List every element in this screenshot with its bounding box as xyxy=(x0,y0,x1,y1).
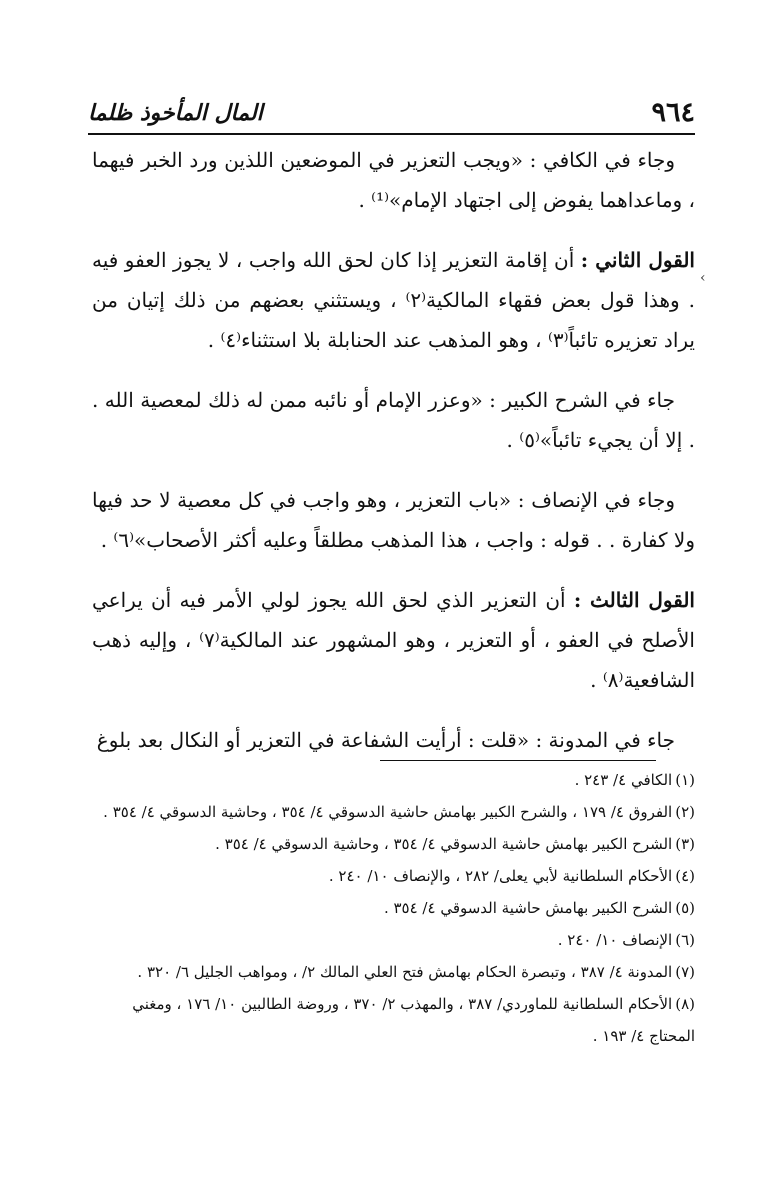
footnote-number: (٨) xyxy=(675,995,695,1013)
paragraph-text: وجاء في الإنصاف : «باب التعزير ، وهو واجب في كل معصية لا حد فيها ولا كفارة . . قوله : واجب ، هذا المذهب مطلقاً وعليه أكثر الأصحاب»⁽٦⁾ . xyxy=(92,488,695,552)
running-title: المال المأخوذ ظلما xyxy=(88,100,263,126)
footnote-text: الكافي ٤/ ٢٤٣ . xyxy=(574,771,673,789)
footnote-text: الأحكام السلطانية للماوردي/ ٣٨٧ ، والمهذب ٢/ ٣٧٠ ، وروضة الطالبين ١٠/ ١٧٦ ، ومغني المحتاج ٤/ ١٩٣ . xyxy=(132,995,695,1045)
paragraph xyxy=(92,580,695,700)
footnote-text: الأحكام السلطانية لأبي يعلى/ ٢٨٢ ، والإنصاف ١٠/ ٢٤٠ . xyxy=(328,867,673,885)
footnote xyxy=(90,764,695,796)
footnote-text: الفروق ٤/ ١٧٩ ، والشرح الكبير بهامش حاشية الدسوقي ٤/ ٣٥٤ ، وحاشية الدسوقي ٤/ ٣٥٤ . xyxy=(103,803,673,821)
paragraph xyxy=(92,720,695,760)
paragraph-text: جاء في المدونة : «قلت : أرأيت الشفاعة في التعزير أو النكال بعد بلوغ xyxy=(96,728,675,752)
main-text xyxy=(92,140,695,780)
footnote-text: الشرح الكبير بهامش حاشية الدسوقي ٤/ ٣٥٤ . xyxy=(383,899,673,917)
footnote-number: (١) xyxy=(675,771,695,789)
footnote xyxy=(90,828,695,860)
paragraph-text: أن التعزير الذي لحق الله يجوز لولي الأمر فيه أن يراعي الأصلح في العفو ، أو التعزير ، وهو المشهور عند المالكية⁽٧⁾ ، وإليه ذهب الشافعية⁽٨⁾ . xyxy=(92,588,695,692)
footnote-number: (٦) xyxy=(675,931,695,949)
footnote-number: (٧) xyxy=(675,963,695,981)
paragraph-text: وجاء في الكافي : «ويجب التعزير في الموضعين اللذين ورد الخبر فيهما ، وماعداهما يفوض إلى اجتهاد الإمام»⁽¹⁾ . xyxy=(92,148,695,212)
footnote-rule xyxy=(380,760,656,761)
page-header xyxy=(88,96,695,132)
footnote-number: (٤) xyxy=(675,867,695,885)
paragraph xyxy=(92,140,695,220)
footnote-number: (٢) xyxy=(675,803,695,821)
footnote-text: الإنصاف ١٠/ ٢٤٠ . xyxy=(557,931,673,949)
paragraph-lead: القول الثالث : xyxy=(573,588,695,612)
footnote xyxy=(90,796,695,828)
footnote xyxy=(90,988,695,1052)
paragraph-text: أن إقامة التعزير إذا كان لحق الله واجب ، لا يجوز العفو فيه . وهذا قول بعض فقهاء المالكية⁽٢⁾ ، ويستثني بعضهم من ذلك إتيان من يراد تعزيره تائباً⁽٣⁾ ، وهو المذهب عند الحنابلة بلا استثناء⁽٤⁾ . xyxy=(92,248,695,352)
paragraph xyxy=(92,480,695,560)
footnote-text: المدونة ٤/ ٣٨٧ ، وتبصرة الحكام بهامش فتح العلي المالك ٢/ ، ومواهب الجليل ٦/ ٣٢٠ . xyxy=(137,963,673,981)
footnote-number: (٣) xyxy=(675,835,695,853)
footnote-text: الشرح الكبير بهامش حاشية الدسوقي ٤/ ٣٥٤ ، وحاشية الدسوقي ٤/ ٣٥٤ . xyxy=(215,835,673,853)
footnote-number: (٥) xyxy=(675,899,695,917)
paragraph-lead: القول الثاني : xyxy=(580,248,695,272)
margin-mark: ‹ xyxy=(700,270,706,286)
footnote xyxy=(90,892,695,924)
paragraph xyxy=(92,240,695,360)
footnotes xyxy=(90,764,695,1052)
paragraph xyxy=(92,380,695,460)
header-rule xyxy=(88,133,695,135)
footnote xyxy=(90,860,695,892)
footnote xyxy=(90,956,695,988)
footnote xyxy=(90,924,695,956)
paragraph-text: جاء في الشرح الكبير : «وعزر الإمام أو نائبه ممن له ذلك لمعصية الله . . إلا أن يجيء تائباً»⁽٥⁾ . xyxy=(92,388,695,452)
page-number: ٩٦٤ xyxy=(651,97,695,128)
